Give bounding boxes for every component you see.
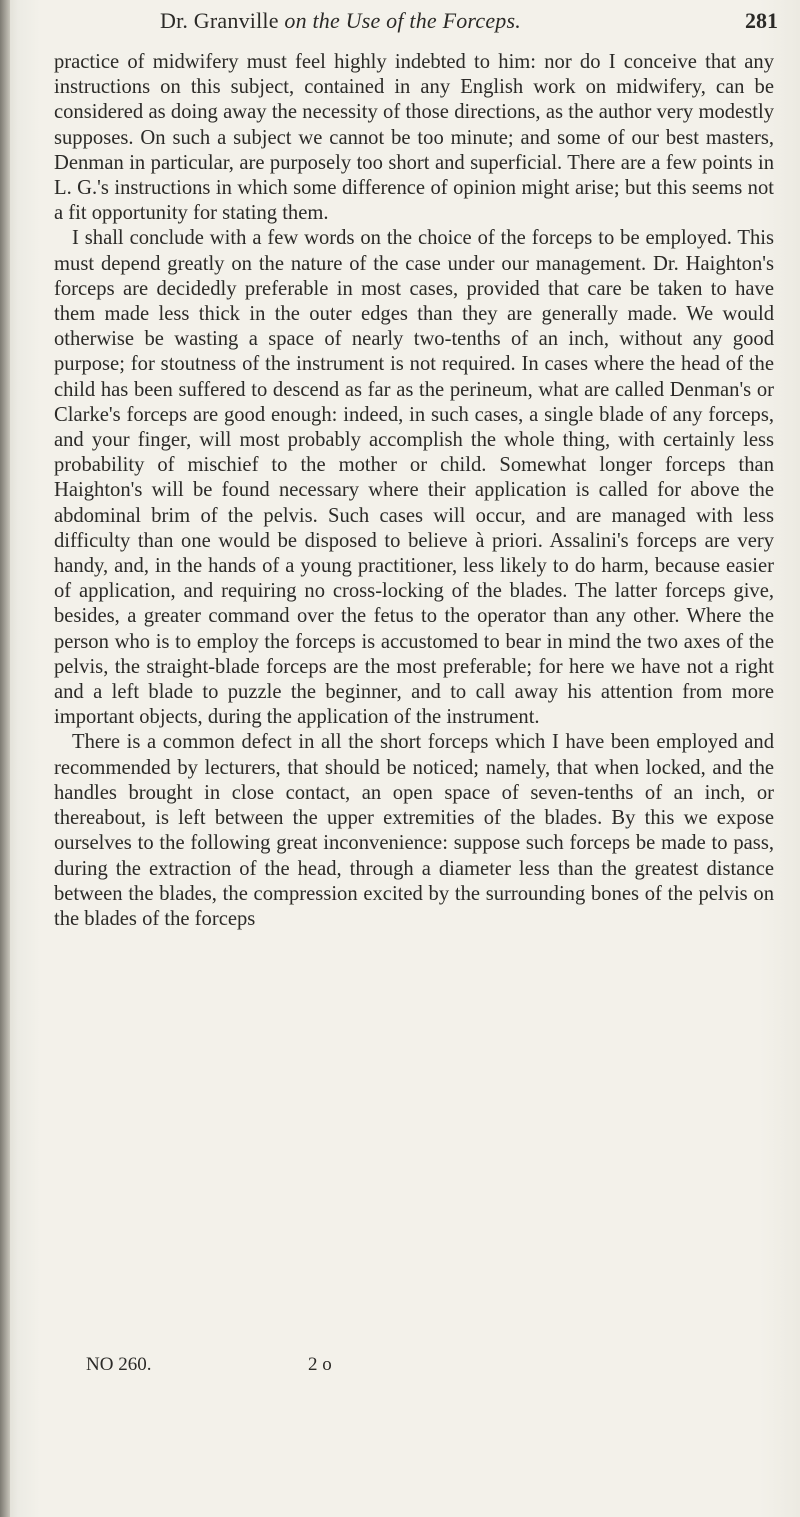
page-number: 281 [745,8,778,33]
issue-number: NO 260. [86,1354,152,1375]
running-title-italic: on the Use of the Forceps. [284,8,521,33]
paragraph-continued: practice of midwifery must feel highly indebted to him: nor do I conceive that any instructions on this subject, contained in any English work on midwifery, can be considered as doing away the necessity of those directions, as the author very modestly supposes. On such a subject we cannot be too minute; and some of our best masters, Denman in particular, are purposely too short and superficial. There are a few points in L. G.'s instructions in which some difference of opinion might arise; but this seems not a fit opportunity for stating them. [54,51,774,225]
paragraph-forceps-choice: I shall conclude with a few words on the choice of the forceps to be employed. This must depend greatly on the nature of the case under our management. Dr. Haighton's forceps are decidedly preferable in most cases, provided that care be taken to have them made less thick in the outer edges than they are generally made. We would otherwise be wasting a space of nearly two-tenths of an inch, without any good purpose; for stoutness of the instrument is not required. In cases where the head of the child has been suffered to descend as far as the perineum, what are called Denman's or Clarke's forceps are good enough: indeed, in such cases, a single blade of any forceps, and your finger, will most probably accomplish the whole thing, with certainly less probability of mischief to the mother or child. Somewhat longer forceps than Haighton's will be found necessary where their application is called for above the abdominal brim of the pelvis. Such cases will occur, and are managed with less difficulty than one would be disposed to believe à priori. Assalini's forceps are very handy, and, in the hands of a young practitioner, less likely to do harm, because easier of application, and requiring no cross-locking of the blades. The latter forceps give, besides, a greater command over the fetus to the operator than any other. Where the person who is to employ the forceps is accustomed to bear in mind the two axes of the pelvis, the straight-blade forceps are the most preferable; for here we have not a right and a left blade to puzzle the beginner, and to call away his attention from more important objects, during the application of the instrument. [54,227,774,729]
page-footer [86,1354,646,1380]
running-title-author: Dr. Granville [160,8,285,33]
signature-mark: 2 o [308,1354,332,1375]
page-binding-edge [0,0,10,1517]
running-head [140,6,780,36]
paragraph-common-defect: There is a common defect in all the short forceps which I have been employed and recommended by lecturers, that should be noticed; namely, that when locked, and the handles brought in close contact, an open space of seven-tenths of an inch, or thereabout, is left between the upper extremities of the blades. By this we expose ourselves to the following great inconvenience: suppose such forceps be made to pass, during the extraction of the head, through a diameter less than the greatest distance between the blades, the compression excited by the surrounding bones of the pelvis on the blades of the forceps [54,731,774,930]
body-text [54,50,774,932]
running-title [160,8,521,34]
